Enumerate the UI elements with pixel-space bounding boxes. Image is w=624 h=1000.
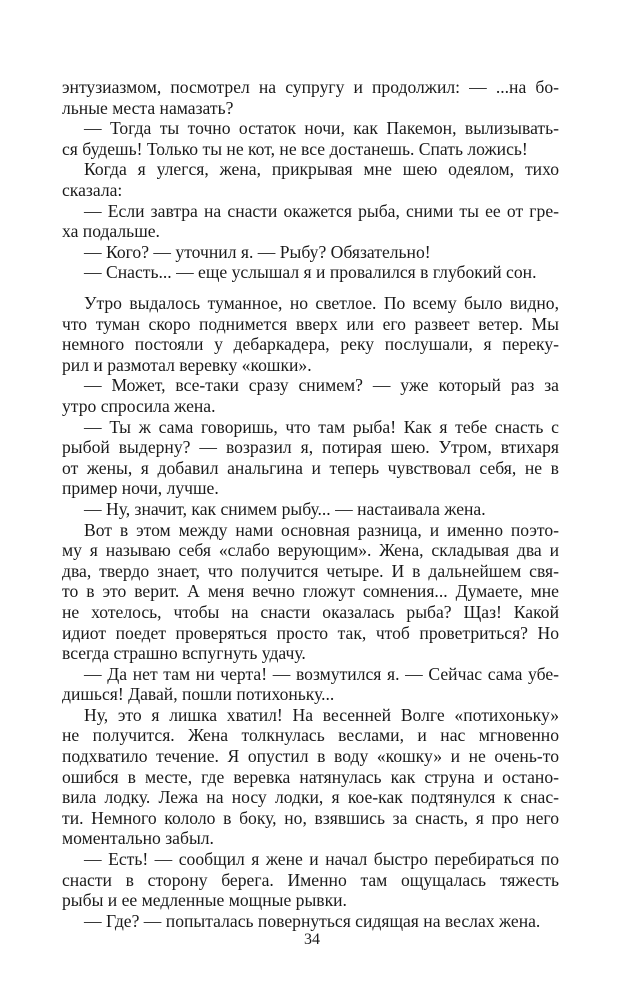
text-line: — Есть! — сообщил я жене и начал быстро перебираться по: [84, 849, 559, 870]
text-line: всегда страшно вспугнуть удачу.: [62, 643, 306, 664]
text-line: вила лодку. Лежа на носу лодки, я кое-как подтянулся к снас-: [62, 787, 559, 808]
text-line: ся будешь! Только ты не кот, не все достанешь. Спать ложись!: [62, 138, 528, 159]
text-line: ошибся в месте, где веревка натянулась как струна и остано-: [62, 766, 559, 787]
text-line: Ну, это я лишка хватил! На весенней Волге «потихоньку»: [84, 704, 559, 725]
text-line: Вот в этом между нами основная разница, и именно поэто-: [84, 519, 559, 540]
text-line: сказала:: [62, 179, 123, 200]
text-line: — Ты ж сама говоришь, что там рыба! Как я тебе снасть с: [84, 416, 559, 437]
text-line: рыбы и ее медленные мощные рывки.: [62, 890, 347, 911]
text-line: немного постояли у дебаркадера, реку послушали, я переку-: [62, 334, 559, 355]
text-line: дишься! Давай, пошли потихоньку...: [62, 684, 335, 705]
text-line: ха подальше.: [62, 221, 160, 242]
text-line: рил и размотал веревку «кошки».: [62, 354, 312, 375]
text-line: — Снасть... — еще услышал я и провалился в глубокий сон.: [84, 262, 537, 283]
text-line: Когда я улегся, жена, прикрывая мне шею одеялом, тихо: [84, 159, 559, 180]
text-line: льные места намазать?: [62, 97, 234, 118]
text-line: идиот поедет проверяться просто так, чтоб проветриться? Но: [62, 622, 559, 643]
text-line: — Где? — попыталась повернуться сидящая на веслах жена.: [84, 910, 541, 931]
text-line: — Кого? — уточнил я. — Рыбу? Обязательно!: [84, 241, 431, 262]
text-line: — Может, все-таки сразу снимем? — уже который раз за: [84, 375, 559, 396]
text-line: что туман скоро поднимется вверх или его развеет ветер. Мы: [62, 313, 559, 334]
text-line: Утро выдалось туманное, но светлое. По всему было видно,: [84, 293, 559, 313]
text-line: от жены, я добавил анальгина и теперь чувствовал себя, не в: [62, 457, 559, 478]
text-line: то в это верит. А меня вечно гложут сомнения... Думаете, мне: [62, 581, 559, 602]
text-line: подхватило течение. Я опустил в воду «кошку» и не очень-то: [62, 746, 559, 767]
text-line: утро спросила жена.: [62, 395, 216, 416]
text-line: му я называю себя «слабо верующим». Жена, складывая два и: [62, 540, 559, 561]
text-line: пример ночи, лучше.: [62, 478, 219, 499]
text-line: — Тогда ты точно остаток ночи, как Пакемон, вылизывать-: [84, 118, 559, 139]
text-block-1: [62, 77, 559, 283]
text-line: два, твердо знает, что получится четыре. И в дальнейшем свя-: [62, 560, 559, 581]
text-line: — Да нет там ни черта! — возмутился я. — Сейчас сама убе-: [84, 663, 559, 684]
text-line: — Если завтра на снасти окажется рыба, сними ты ее от гре-: [84, 200, 559, 221]
text-line: рыбой выдерну? — возразил я, потирая шею. Утром, втихаря: [62, 437, 559, 458]
text-line: энтузиазмом, посмотрел на супругу и продолжил: — ...на бо-: [62, 77, 559, 97]
text-line: не получится. Жена толкнулась веслами, и нас мгновенно: [62, 725, 559, 746]
text-line: моментально забыл.: [62, 828, 214, 849]
text-line: — Ну, значит, как снимем рыбу... — настаивала жена.: [84, 498, 486, 519]
text-block-2: [62, 293, 559, 931]
page-number: 34: [304, 931, 320, 948]
text-line: не хотелось, чтобы на снасти оказалась рыба? Щаз! Какой: [62, 601, 559, 622]
text-line: ти. Немного кололо в боку, но, взявшись за снасть, я про него: [62, 807, 559, 828]
text-line: снасти в сторону берега. Именно там ощущалась тяжесть: [62, 869, 559, 890]
